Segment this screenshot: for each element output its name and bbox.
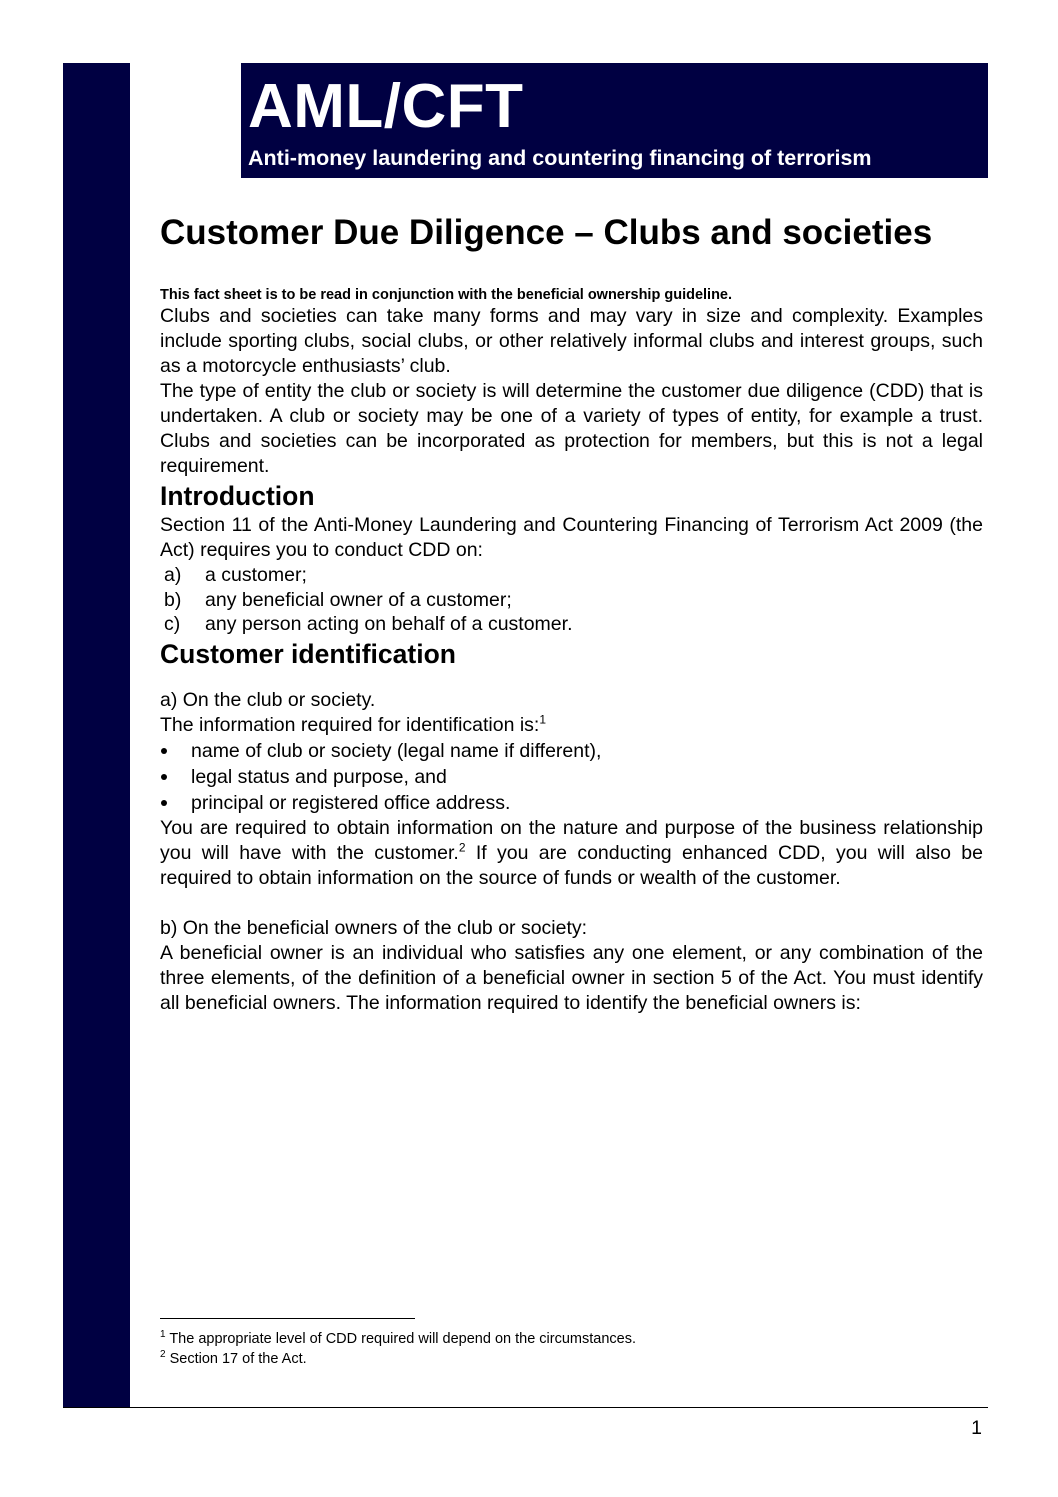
- footnotes: [160, 1329, 636, 1369]
- cdd-subjects-list: [160, 563, 983, 637]
- lead-note: This fact sheet is to be read in conjunction with the beneficial ownership guideline.: [160, 287, 733, 303]
- paragraph-entity-type: The type of entity the club or society is will determine the customer due diligence (CDD) that is undertaken. A club or society may be one of a variety of types of entity, for example a trust. Clubs and societies can be incorporated as protection for members, but this is not a legal requirement.: [160, 380, 983, 477]
- document-title: Customer Due Diligence – Clubs and societies: [160, 213, 933, 252]
- nature-text-1: You are required to obtain information on the nature and purpose of the business relationship you will have with the customer.: [160, 816, 983, 864]
- info-required-text: The information required for identification is:: [160, 713, 540, 736]
- part-b-label: b) On the beneficial owners of the club or society:: [160, 916, 588, 939]
- sidebar-band: [63, 63, 130, 1407]
- list-item: [160, 612, 983, 637]
- list-marker: c): [164, 613, 181, 635]
- list-marker: a): [164, 564, 182, 586]
- list-item-text: legal status and purpose, and: [191, 765, 447, 788]
- part-a-label: a) On the club or society.: [160, 688, 376, 711]
- bullet-icon: [161, 800, 167, 806]
- identification-bullets: [160, 738, 983, 816]
- list-item: [160, 764, 983, 790]
- paragraph-clubs-forms: Clubs and societies can take many forms and may vary in size and complexity. Examples include sporting clubs, social clubs, or other relatively informal clubs and interest groups, such as a motorcycle enthusiasts’ club.: [160, 305, 983, 377]
- list-item-text: name of club or society (legal name if different),: [191, 739, 602, 762]
- footer-divider: [63, 1407, 988, 1408]
- list-item-text: principal or registered office address.: [191, 791, 511, 814]
- list-item-text: a customer;: [205, 564, 307, 586]
- nature-text-2: If you are conducting enhanced CDD, you will also be required to obtain information on the source of funds or wealth of the customer.: [160, 841, 983, 889]
- list-item: [160, 563, 983, 588]
- bullet-icon: [161, 748, 167, 754]
- header-banner: [241, 63, 988, 178]
- document-body: [160, 210, 983, 1016]
- list-item: [160, 790, 983, 816]
- paragraph-section-11: Section 11 of the Anti-Money Laundering and Countering Financing of Terrorism Act 2009 (the Act) requires you to conduct CDD on:: [160, 514, 983, 561]
- footnote-marker: 1: [160, 1329, 166, 1341]
- footnote-text: Section 17 of the Act.: [165, 1351, 307, 1367]
- list-item-text: any person acting on behalf of a customer.: [205, 613, 573, 635]
- footnote-marker: 2: [160, 1349, 166, 1361]
- list-item-text: any beneficial owner of a customer;: [205, 588, 512, 611]
- heading-customer-identification: Customer identification: [160, 638, 456, 669]
- bullet-icon: [161, 774, 167, 780]
- paragraph-beneficial-owner: A beneficial owner is an individual who satisfies any one element, or any combination of the three elements, of the definition of a beneficial owner in section 5 of the Act. You must identify all beneficial owners. The information required to identify the beneficial owners is:: [160, 941, 983, 1014]
- heading-introduction: Introduction: [160, 481, 315, 511]
- page-number: 1: [971, 1417, 982, 1439]
- footnote: [160, 1349, 636, 1369]
- list-item: [160, 738, 983, 764]
- paragraph-nature-purpose: [160, 816, 983, 891]
- info-required-line: [160, 713, 983, 738]
- footnote-ref[interactable]: 1: [539, 712, 547, 726]
- footnote-text: The appropriate level of CDD required will depend on the circumstances.: [165, 1331, 636, 1347]
- banner-subtitle: Anti-money laundering and countering financing of terrorism: [248, 146, 872, 170]
- footnote: [160, 1329, 636, 1349]
- footnote-divider: [160, 1318, 415, 1319]
- list-marker: b): [164, 588, 182, 611]
- footnote-ref[interactable]: 2: [458, 840, 466, 854]
- list-item: [160, 588, 983, 613]
- banner-title: AML/CFT: [248, 72, 524, 141]
